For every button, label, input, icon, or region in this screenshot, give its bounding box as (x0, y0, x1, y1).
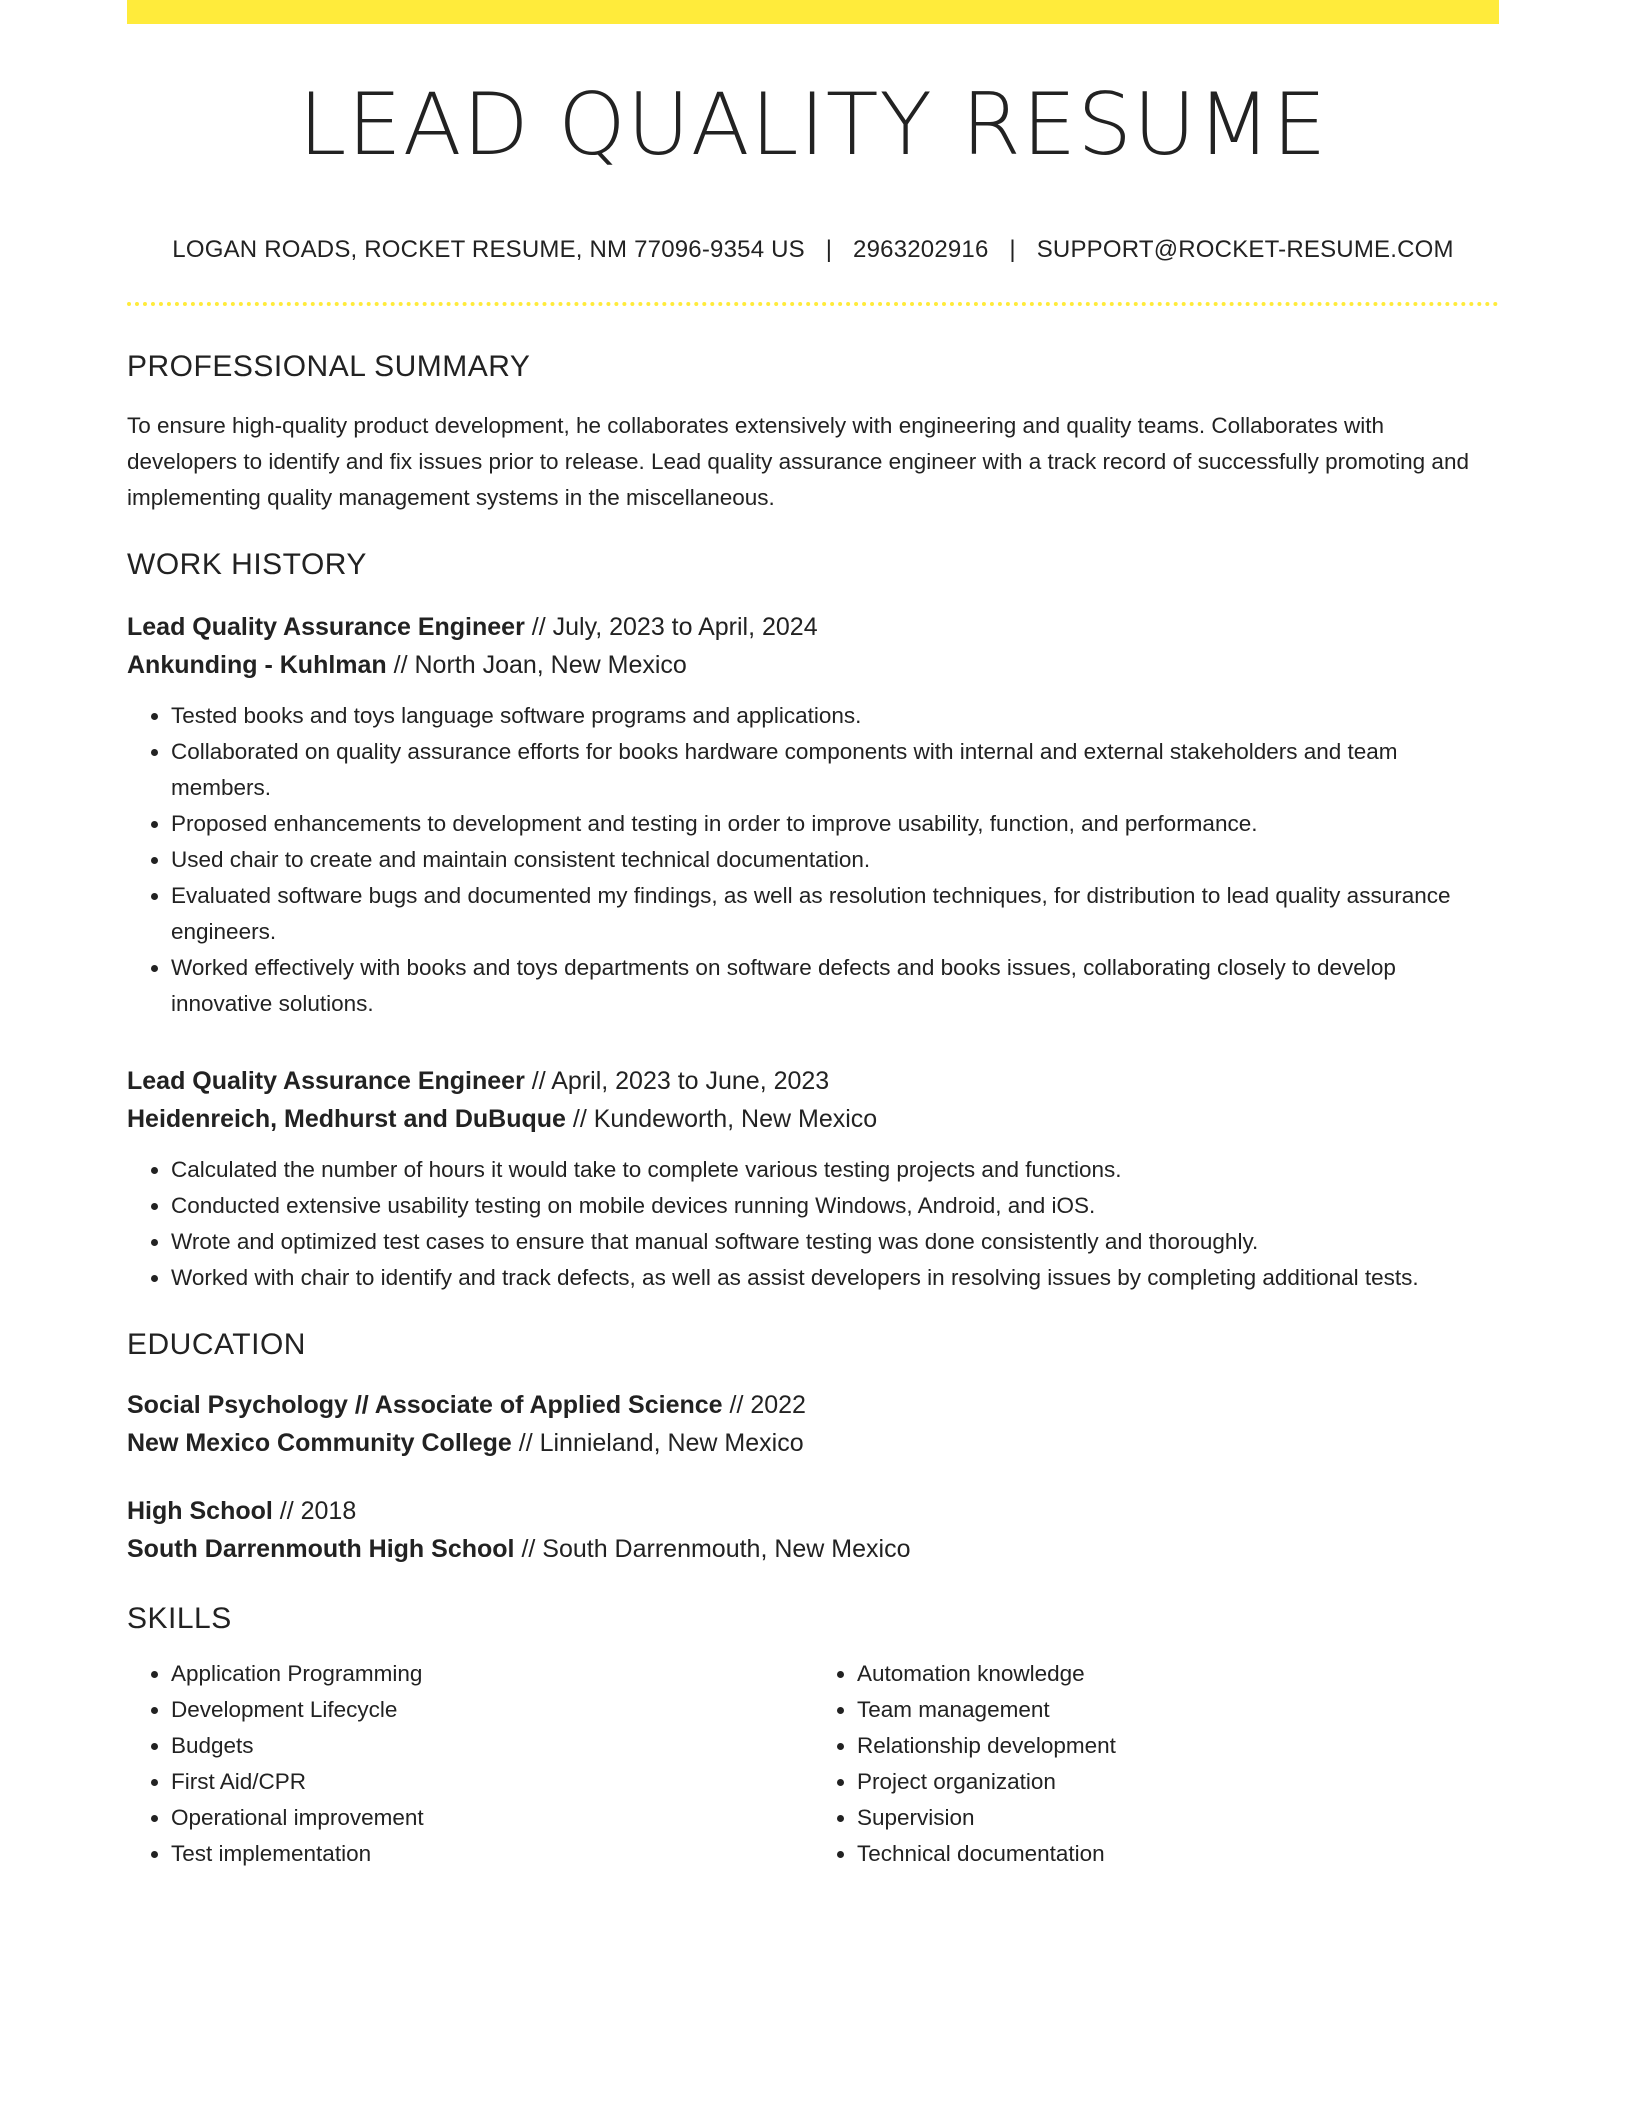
education-school-line (127, 1424, 1499, 1462)
education-degree-line (127, 1386, 1499, 1424)
list-item: • Worked effectively with books and toys departments on software defects and books issues, collaborating closely to develop innovative solutions. (171, 950, 1499, 1022)
job-entry (127, 608, 1499, 1022)
resume-page (127, 0, 1499, 1872)
job-company-line (127, 646, 1499, 684)
job-location: // North Joan, New Mexico (386, 651, 687, 679)
list-item: • Conducted extensive usability testing on mobile devices running Windows, Android, and iOS. (171, 1188, 1499, 1224)
education-school: South Darrenmouth High School (127, 1535, 515, 1563)
contact-separator: | (1009, 236, 1016, 263)
job-entry (127, 1062, 1499, 1296)
job-bullets (127, 698, 1499, 1022)
education-entry (127, 1386, 1499, 1462)
skills-column-left (127, 1656, 813, 1872)
work-history-heading: WORK HISTORY (127, 548, 367, 581)
contact-phone: 2963202916 (853, 236, 989, 263)
skill-item: • Supervision (857, 1800, 1499, 1836)
job-dates: // July, 2023 to April, 2024 (524, 613, 818, 641)
list-item: • Tested books and toys language software programs and applications. (171, 698, 1499, 734)
list-item: • Wrote and optimized test cases to ensure that manual software testing was done consistently and thoroughly. (171, 1224, 1499, 1260)
skill-item: • Application Programming (171, 1656, 813, 1692)
list-item: • Evaluated software bugs and documented my findings, as well as resolution techniques, for distribution to lead quality assurance engineers. (171, 878, 1499, 950)
skills-heading: SKILLS (127, 1602, 232, 1635)
job-dates: // April, 2023 to June, 2023 (524, 1067, 830, 1095)
skill-item: • Team management (857, 1692, 1499, 1728)
job-title-line (127, 1062, 1499, 1100)
contact-address: LOGAN ROADS, ROCKET RESUME, NM 77096-9354 US (172, 236, 805, 263)
job-bullets (127, 1152, 1499, 1296)
contact-separator: | (825, 236, 833, 263)
skill-item: • First Aid/CPR (171, 1764, 813, 1800)
skill-item: • Relationship development (857, 1728, 1499, 1764)
list-item: • Used chair to create and maintain consistent technical documentation. (171, 842, 1499, 878)
education-entry (127, 1492, 1499, 1568)
resume-name: LEAD QUALITY RESUME (298, 75, 1328, 175)
skills-list (127, 1656, 1499, 1872)
education-school: New Mexico Community College (127, 1429, 512, 1457)
education-degree: Social Psychology // Associate of Applied Science (127, 1391, 723, 1419)
summary-text: To ensure high-quality product development, he collaborates extensively with engineering and quality teams. Collaborates with developers to identify and fix issues prior to release. Lead quality assurance engineer with a track record of successfully promoting and implementing quality management systems in the miscellaneous. (127, 413, 1469, 510)
job-role: Lead Quality Assurance Engineer (127, 1067, 525, 1095)
skill-item: • Development Lifecycle (171, 1692, 813, 1728)
education-degree-line (127, 1492, 1499, 1530)
accent-top-bar (127, 0, 1499, 24)
education-school-line (127, 1530, 1499, 1568)
skill-item: • Budgets (171, 1728, 813, 1764)
skill-item: • Technical documentation (857, 1836, 1499, 1872)
skills-column-right (813, 1656, 1499, 1872)
list-item: • Worked with chair to identify and track defects, as well as assist developers in resolving issues by completing additional tests. (171, 1260, 1499, 1296)
education-location: // Linnieland, New Mexico (511, 1429, 804, 1457)
skill-item: • Project organization (857, 1764, 1499, 1800)
list-item: • Calculated the number of hours it would take to complete various testing projects and functions. (171, 1152, 1499, 1188)
education-year: // 2018 (272, 1497, 357, 1525)
education-year: // 2022 (722, 1391, 806, 1419)
job-title-line (127, 608, 1499, 646)
education-degree: High School (127, 1497, 273, 1525)
dotted-divider (127, 302, 1499, 306)
skill-item: • Test implementation (171, 1836, 813, 1872)
education-heading: EDUCATION (127, 1328, 306, 1361)
education-location: // South Darrenmouth, New Mexico (514, 1535, 911, 1563)
job-location: // Kundeworth, New Mexico (565, 1105, 878, 1133)
job-role: Lead Quality Assurance Engineer (127, 613, 525, 641)
contact-email: SUPPORT@ROCKET-RESUME.COM (1036, 236, 1454, 263)
skill-item: • Operational improvement (171, 1800, 813, 1836)
list-item: • Proposed enhancements to development and testing in order to improve usability, function, and performance. (171, 806, 1499, 842)
contact-line (127, 236, 1499, 264)
job-company: Ankunding - Kuhlman (127, 651, 387, 679)
skill-item: • Automation knowledge (857, 1656, 1499, 1692)
summary-heading: PROFESSIONAL SUMMARY (127, 350, 531, 383)
job-company-line (127, 1100, 1499, 1138)
list-item: • Collaborated on quality assurance efforts for books hardware components with internal and external stakeholders and team members. (171, 734, 1499, 806)
job-company: Heidenreich, Medhurst and DuBuque (127, 1105, 566, 1133)
